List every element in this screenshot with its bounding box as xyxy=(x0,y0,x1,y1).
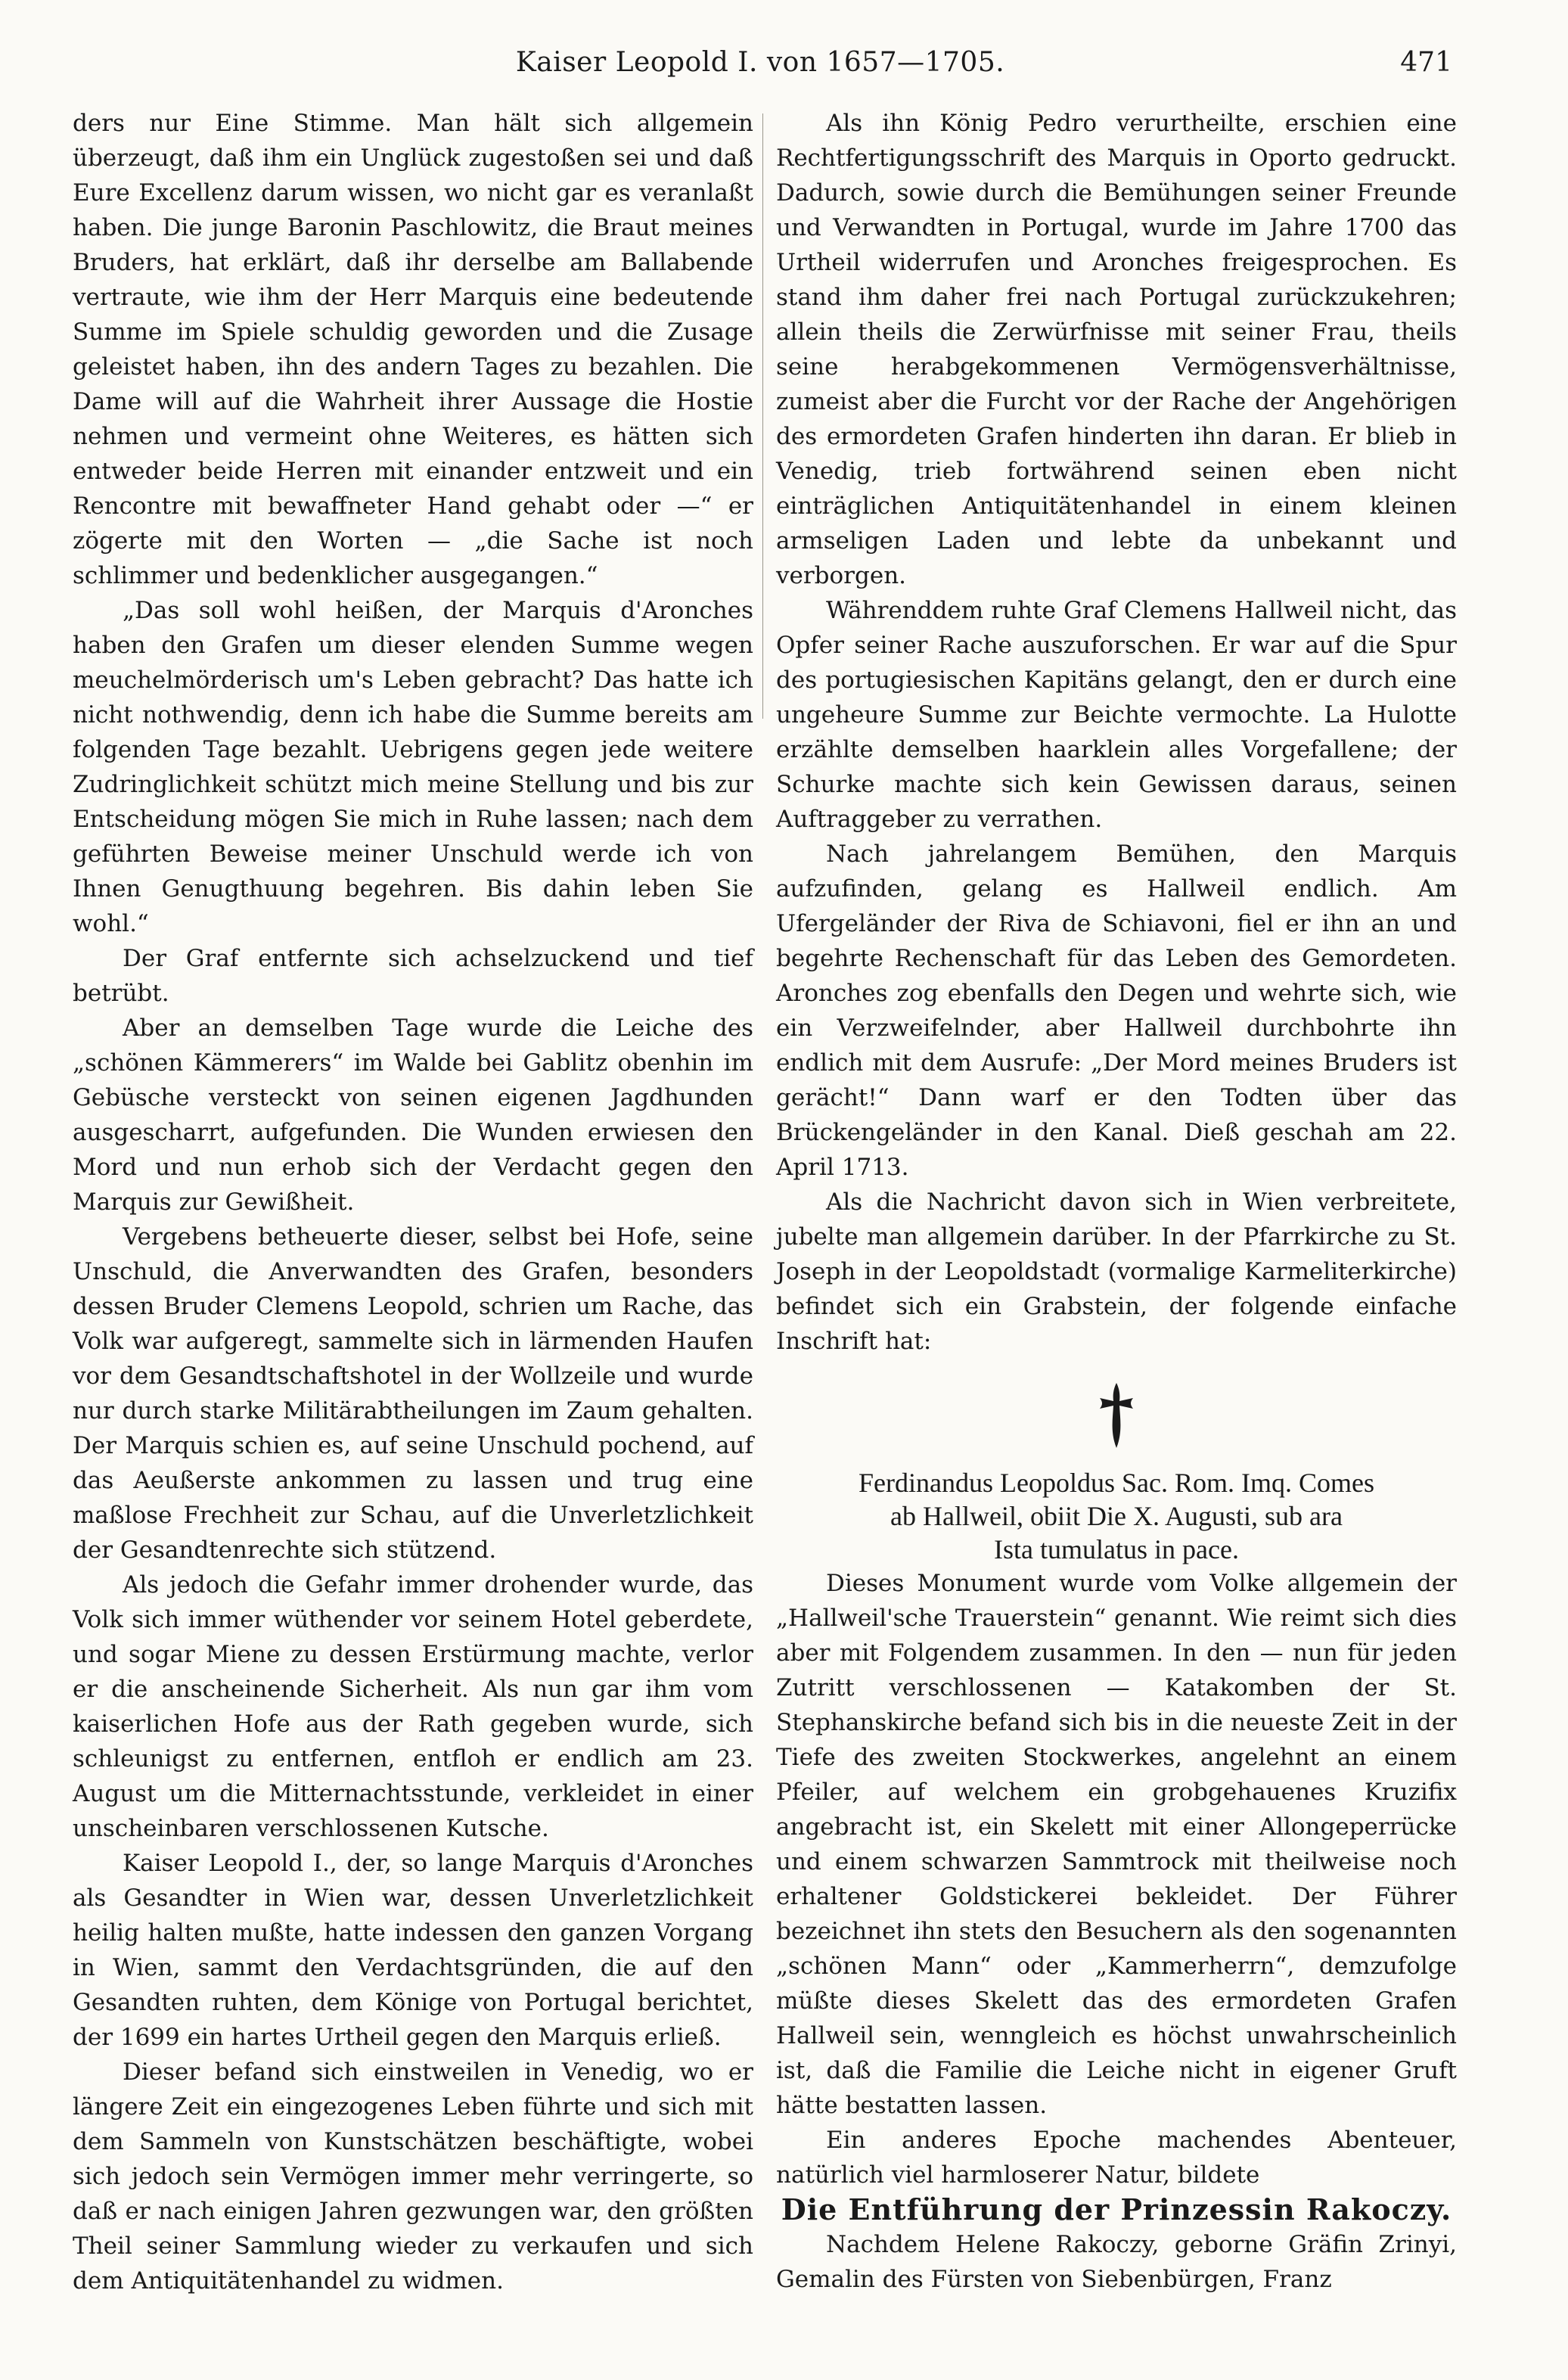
paragraph: „Das soll wohl heißen, der Marquis d'Aronches haben den Grafen um dieser elenden Summe wegen meuchelmörderisch um's Leben gebracht? Das hatte ich nicht nothwendig, denn ich habe die Summe bereits am folgenden Tage bezahlt. Uebrigens gegen jede weitere Zudringlichkeit schützt mich meine Stellung und bis zur Entscheidung mögen Sie mich in Ruhe lassen; nach dem geführten Beweise meiner Unschuld werde ich von Ihnen Genugthuung begehren. Bis dahin leben Sie wohl.“ xyxy=(73,597,753,937)
paragraph: Dieser befand sich einstweilen in Venedig, wo er längere Zeit ein eingezogenes Leben führte und sich mit dem Sammeln von Kunstschätzen beschäftigte, wobei sich jedoch sein Vermögen immer mehr verringerte, so daß er nach einigen Jahren gezwungen war, den größten Theil seiner Sammlung wieder zu verkaufen und sich dem Antiquitätenhandel zu widmen. xyxy=(73,2058,753,2295)
paragraph: Aber an demselben Tage wurde die Leiche des „schönen Kämmerers“ im Walde bei Gablitz obenhin im Gebüsche versteckt von seinen eigenen Jagdhunden ausgescharrt, aufgefunden. Die Wunden erwiesen den Mord und nun erhob sich der Verdacht gegen den Marquis zur Gewißheit. xyxy=(73,1014,753,1216)
inscription-line: Ferdinandus Leopoldus Sac. Rom. Imq. Comes xyxy=(859,1468,1374,1498)
paragraph: Als die Nachricht davon sich in Wien verbreitete, jubelte man allgemein darüber. In der Pfarrkirche zu St. Joseph in der Leopoldstadt (vormalige Karmeliterkirche) befindet sich ein Grabstein, der folgende einfache Inschrift hat: xyxy=(776,1188,1457,1355)
paragraph: Nachdem Helene Rakoczy, geborne Gräfin Zrinyi, Gemalin des Fürsten von Siebenbürgen, Franz xyxy=(776,2231,1457,2293)
page-number: 471 xyxy=(1400,47,1452,78)
paragraph: Kaiser Leopold I., der, so lange Marquis d'Aronches als Gesandter in Wien war, dessen Unverletzlichkeit heilig halten mußte, hatte indessen den ganzen Vorgang in Wien, sammt den Verdachtsgründen, die auf den Gesandten ruhten, dem Könige von Portugal berichtet, der 1699 ein hartes Urtheil gegen den Marquis erließ. xyxy=(73,1850,753,2051)
paragraph: Vergebens betheuerte dieser, selbst bei Hofe, seine Unschuld, die Anverwandten des Grafen, besonders dessen Bruder Clemens Leopold, schrien um Rache, das Volk war aufgeregt, sammelte sich in lärmenden Haufen vor dem Gesandtschaftshotel in der Wollzeile und wurde nur durch starke Militärabtheilungen im Zaum gehalten. Der Marquis schien es, auf seine Unschuld pochend, auf das Aeußerste ankommen zu lassen und trug eine maßlose Frechheit zur Schau, auf die Unverletzlichkeit der Gesandtenrechte sich stützend. xyxy=(73,1223,753,1564)
left-column xyxy=(73,106,753,2298)
tombstone-inscription xyxy=(776,1466,1457,1566)
running-header xyxy=(68,47,1452,82)
paragraph: Als ihn König Pedro verurtheilte, erschien eine Rechtfertigungsschrift des Marquis in Oporto gedruckt. Dadurch, sowie durch die Bemühungen seiner Freunde und Verwandten in Portugal, wurde im Jahre 1700 das Urtheil widerrufen und Aronches freigesprochen. Es stand ihm daher frei nach Portugal zurückzukehren; allein theils die Zerwürfnisse mit seiner Frau, theils seine herabgekommenen Vermögensverhältnisse, zumeist aber die Furcht vor der Rache der Angehörigen des ermordeten Grafen hinderten ihn daran. Er blieb in Venedig, trieb fortwährend seinen eben nicht einträglichen Antiquitätenhandel in einem kleinen armseligen Laden und lebte da unbekannt und verborgen. xyxy=(776,110,1457,589)
inscription-line: ab Hallweil, obiit Die X. Augusti, sub ara xyxy=(890,1501,1343,1531)
paragraph: Ein anderes Epoche machendes Abenteuer, natürlich viel harmloserer Natur, bildete xyxy=(776,2127,1457,2189)
running-title: Kaiser Leopold I. von 1657—1705. xyxy=(515,47,1005,78)
column-divider xyxy=(762,113,763,719)
section-title: Die Entführung der Prinzessin Rakoczy. xyxy=(781,2192,1452,2226)
paragraph: Als jedoch die Gefahr immer drohender wurde, das Volk sich immer wüthender vor seinem Hotel geberdete, und sogar Miene zu dessen Erstürmung machte, verlor er die anscheinende Sicherheit. Als nun gar ihm vom kaiserlichen Hofe aus der Rath gegeben wurde, sich schleunigst zu entfernen, entfloh er endlich am 23. August um die Mitternachtsstunde, verkleidet in einer unscheinbaren verschlossenen Kutsche. xyxy=(73,1571,753,1842)
paragraph: Nach jahrelangem Bemühen, den Marquis aufzufinden, gelang es Hallweil endlich. Am Ufergeländer der Riva de Schiavoni, fiel er ihn an und begehrte Rechenschaft für das Leben des Gemordeten. Aronches zog ebenfalls den Degen und wehrte sich, wie ein Verzweifelnder, aber Hallweil durchbohrte ihn endlich mit dem Ausrufe: „Der Mord meines Bruders ist gerächt!“ Dann warf er den Todten über das Brückengeländer in den Kanal. Dieß geschah am 22. April 1713. xyxy=(776,840,1457,1181)
inscription-line: Ista tumulatus in pace. xyxy=(994,1534,1239,1564)
paragraph: Dieses Monument wurde vom Volke allgemein der „Hallweil'sche Trauerstein“ genannt. Wie reimt sich dies aber mit Folgendem zusammen. In den — nun für jeden Zutritt verschlossenen — Katakomben der St. Stephanskirche befand sich bis in die neueste Zeit in der Tiefe des zweiten Stockwerkes, angelehnt an einem Pfeiler, auf welchem ein grobgehauenes Kruzifix angebracht ist, ein Skelett mit einer Allongeperrücke und einem schwarzen Sammtrock mit theilweise noch erhaltener Goldstickerei bekleidet. Der Führer bezeichnet ihn stets den Besuchern als den sogenannten „schönen Mann“ oder „Kammerherrn“, demzufolge müßte dieses Skelett das des ermordeten Grafen Hallweil sein, wenngleich es höchst unwahrscheinlich ist, daß die Familie die Leiche nicht in eigener Gruft hätte bestatten lassen. xyxy=(776,1570,1457,2119)
paragraph: Währenddem ruhte Graf Clemens Hallweil nicht, das Opfer seiner Rache auszuforschen. Er war auf die Spur des portugiesischen Kapitäns gelangt, den er durch eine ungeheure Summe zur Beichte vermochte. La Hulotte erzählte demselben haarklein alles Vorgefallene; der Schurke machte sich kein Gewissen daraus, seinen Auftraggeber zu verrathen. xyxy=(776,597,1457,833)
cross-icon xyxy=(1094,1381,1139,1449)
right-column xyxy=(776,106,1457,2297)
paragraph: Der Graf entfernte sich achselzuckend und tief betrübt. xyxy=(73,945,753,1007)
paragraph: ders nur Eine Stimme. Man hält sich allgemein überzeugt, daß ihm ein Unglück zugestoßen sei und daß Eure Excellenz darum wissen, wo nicht gar es veranlaßt haben. Die junge Baronin Paschlowitz, die Braut meines Bruders, hat erklärt, daß ihr derselbe am Ballabende vertraute, wie ihm der Herr Marquis eine bedeutende Summe im Spiele schuldig geworden und die Zusage geleistet haben, ihn des andern Tages zu bezahlen. Die Dame will auf die Wahrheit ihrer Aussage die Hostie nehmen und vermeint ohne Weiteres, es hätten sich entweder beide Herren mit einander entzweit und ein Rencontre mit bewaffneter Hand gehabt oder —“ er zögerte mit den Worten — „die Sache ist noch schlimmer und bedenklicher ausgegangen.“ xyxy=(73,110,753,589)
